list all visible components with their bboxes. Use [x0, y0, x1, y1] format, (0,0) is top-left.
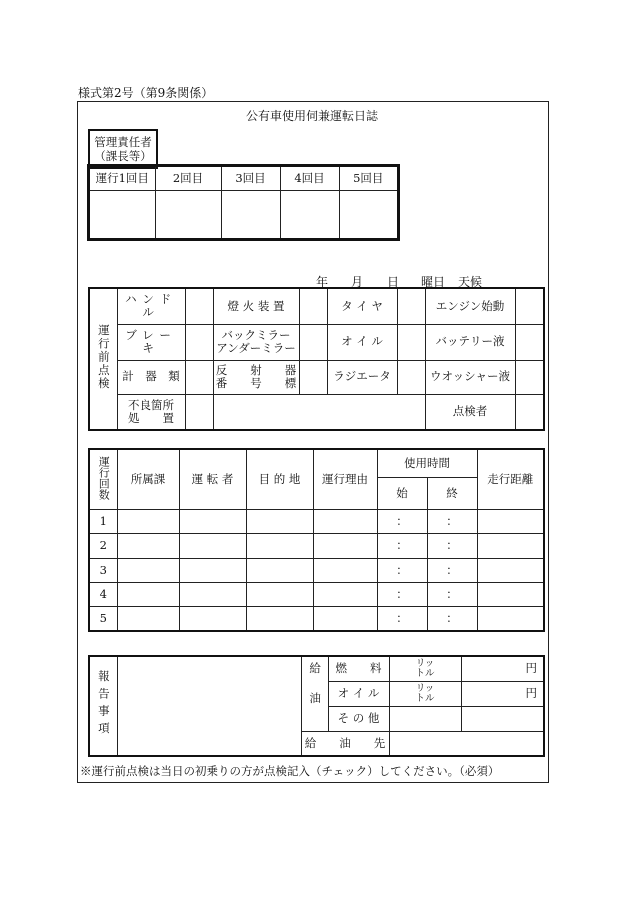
date-year: 年	[316, 275, 329, 289]
item-plate-label: 番 号 標	[215, 376, 297, 390]
liter-unit-1: リッ	[415, 683, 435, 694]
station-field[interactable]	[389, 731, 544, 756]
table-row	[89, 607, 544, 631]
end-time-cell[interactable]: ：	[427, 607, 477, 631]
start-time-cell[interactable]: ：	[377, 534, 427, 558]
row-number: 2	[89, 534, 117, 558]
report-table	[88, 655, 545, 757]
driving-log-table	[88, 448, 545, 632]
distance-cell[interactable]	[477, 607, 544, 631]
end-time-cell[interactable]: ：	[427, 534, 477, 558]
distance-cell[interactable]	[477, 582, 544, 606]
defect-field[interactable]	[213, 394, 425, 430]
check-brake[interactable]	[185, 324, 213, 360]
table-row	[89, 510, 544, 534]
reason-cell[interactable]	[313, 510, 377, 534]
date-weekday: 曜日	[421, 275, 446, 289]
start-header: 始	[377, 477, 427, 509]
driver-cell[interactable]	[179, 558, 246, 582]
check-engine[interactable]	[515, 288, 544, 324]
item-lights: 燈 火 装 置	[213, 288, 299, 324]
item-battery: バッテリー液	[425, 324, 515, 360]
distance-cell[interactable]	[477, 534, 544, 558]
distance-header: 走行距離	[477, 449, 544, 510]
start-time-cell[interactable]: ：	[377, 582, 427, 606]
other-amount[interactable]	[389, 706, 461, 731]
check-lights[interactable]	[299, 288, 327, 324]
item-gauges: 計 器 類	[117, 360, 185, 394]
end-time-cell[interactable]: ：	[427, 582, 477, 606]
item-reflector-plate	[213, 360, 299, 394]
check-handle[interactable]	[185, 288, 213, 324]
check-gauges[interactable]	[185, 360, 213, 394]
driver-cell[interactable]	[179, 510, 246, 534]
table-row	[89, 558, 544, 582]
start-time-cell[interactable]: ：	[377, 607, 427, 631]
inspector-label: 点検者	[425, 394, 515, 430]
form-title: 公有車使用伺兼運転日誌	[245, 108, 378, 123]
driver-cell[interactable]	[179, 534, 246, 558]
start-time-cell[interactable]: ：	[377, 510, 427, 534]
trip-stamp-5[interactable]	[339, 190, 398, 239]
row-number: 5	[89, 607, 117, 631]
footnote: ※運行前点検は当日の初乗りの方が点検記入（チェック）してください。（必須）	[80, 764, 500, 778]
trip-header-5: 5回目	[339, 166, 398, 190]
other-label: そ の 他	[328, 706, 389, 731]
trip-no-header: 運行回数	[89, 449, 117, 510]
defect-blank	[185, 394, 213, 430]
row-number: 4	[89, 582, 117, 606]
item-oil: オ イ ル	[327, 324, 397, 360]
end-time-cell[interactable]: ：	[427, 510, 477, 534]
manager-label-2: （課長等）	[94, 149, 152, 163]
driver-cell[interactable]	[179, 582, 246, 606]
item-washer: ウオッシャー液	[425, 360, 515, 394]
driver-header: 運 転 者	[179, 449, 246, 510]
check-reflector-plate[interactable]	[299, 360, 327, 394]
manager-label-1: 管理責任者	[94, 134, 152, 149]
department-cell[interactable]	[117, 534, 179, 558]
check-mirror[interactable]	[299, 324, 327, 360]
department-cell[interactable]	[117, 558, 179, 582]
trip-header-3: 3回目	[221, 166, 280, 190]
department-cell[interactable]	[117, 510, 179, 534]
trip-header-2: 2回目	[155, 166, 221, 190]
trip-header-4: 4回目	[280, 166, 339, 190]
inspection-section-label: 運行前点検	[89, 288, 117, 430]
reason-cell[interactable]	[313, 558, 377, 582]
item-reflector-label: 反 射 器	[215, 362, 297, 377]
table-row	[89, 534, 544, 558]
other-yen[interactable]	[461, 706, 544, 731]
fuel-label: 燃 料	[328, 656, 389, 681]
row-number: 3	[89, 558, 117, 582]
item-mirror	[213, 324, 299, 360]
date-month: 月	[351, 275, 364, 289]
destination-cell[interactable]	[246, 510, 313, 534]
liter-unit-2: トル	[415, 667, 435, 679]
oil-yen[interactable]: 円	[461, 681, 544, 706]
start-time-cell[interactable]: ：	[377, 558, 427, 582]
reason-cell[interactable]	[313, 607, 377, 631]
reason-cell[interactable]	[313, 582, 377, 606]
item-engine: エンジン始動	[425, 288, 515, 324]
destination-cell[interactable]	[246, 582, 313, 606]
trip-approval-table	[88, 165, 399, 240]
liter-unit-2: トル	[415, 692, 435, 704]
item-handle: ハンドル	[117, 288, 185, 324]
distance-cell[interactable]	[477, 510, 544, 534]
inspector-field[interactable]	[515, 394, 544, 430]
destination-cell[interactable]	[246, 607, 313, 631]
department-cell[interactable]	[117, 607, 179, 631]
usage-time-header: 使用時間	[377, 449, 477, 477]
check-radiator[interactable]	[397, 360, 425, 394]
form-number: 様式第2号（第9条関係）	[78, 86, 214, 100]
fuel-yen[interactable]: 円	[461, 656, 544, 681]
inspection-table	[88, 287, 545, 431]
oil-label: オ イ ル	[328, 681, 389, 706]
row-number: 1	[89, 510, 117, 534]
defect-label	[117, 394, 185, 430]
driver-cell[interactable]	[179, 607, 246, 631]
oil-liters[interactable]	[389, 681, 461, 706]
check-battery[interactable]	[515, 324, 544, 360]
item-backmirror-label: バックミラー	[221, 327, 291, 342]
department-cell[interactable]	[117, 582, 179, 606]
item-brake: ブレーキ	[117, 324, 185, 360]
item-undermirror-label: アンダーミラー	[216, 341, 296, 355]
distance-cell[interactable]	[477, 558, 544, 582]
trip-stamp-4[interactable]	[280, 190, 339, 239]
reason-header: 運行理由	[313, 449, 377, 510]
trip-stamp-2[interactable]	[155, 190, 221, 239]
department-header: 所属課	[117, 449, 179, 510]
check-washer[interactable]	[515, 360, 544, 394]
destination-cell[interactable]	[246, 558, 313, 582]
manager-box	[88, 129, 158, 169]
fuel-liters[interactable]	[389, 656, 461, 681]
date-weather: 天候	[458, 275, 483, 289]
reason-cell[interactable]	[313, 534, 377, 558]
destination-cell[interactable]	[246, 534, 313, 558]
report-label: 報告事項	[89, 656, 117, 756]
date-day: 日	[387, 275, 400, 289]
end-time-cell[interactable]: ：	[427, 558, 477, 582]
item-radiator: ラジエータ	[327, 360, 397, 394]
check-oil[interactable]	[397, 324, 425, 360]
table-row	[89, 582, 544, 606]
defect-label-2: 処 置	[128, 410, 174, 425]
station-label: 給 油 先	[301, 731, 389, 756]
liter-unit-1: リッ	[415, 658, 435, 670]
trip-stamp-1[interactable]	[89, 190, 155, 239]
item-tire: タ イ ヤ	[327, 288, 397, 324]
report-field[interactable]	[117, 656, 301, 756]
check-tire[interactable]	[397, 288, 425, 324]
end-header: 終	[427, 477, 477, 509]
trip-header-1: 運行1回目	[89, 166, 155, 190]
trip-stamp-3[interactable]	[221, 190, 280, 239]
refuel-label: 給油	[301, 656, 328, 731]
destination-header: 目 的 地	[246, 449, 313, 510]
defect-label-1: 不良箇所	[128, 397, 174, 412]
